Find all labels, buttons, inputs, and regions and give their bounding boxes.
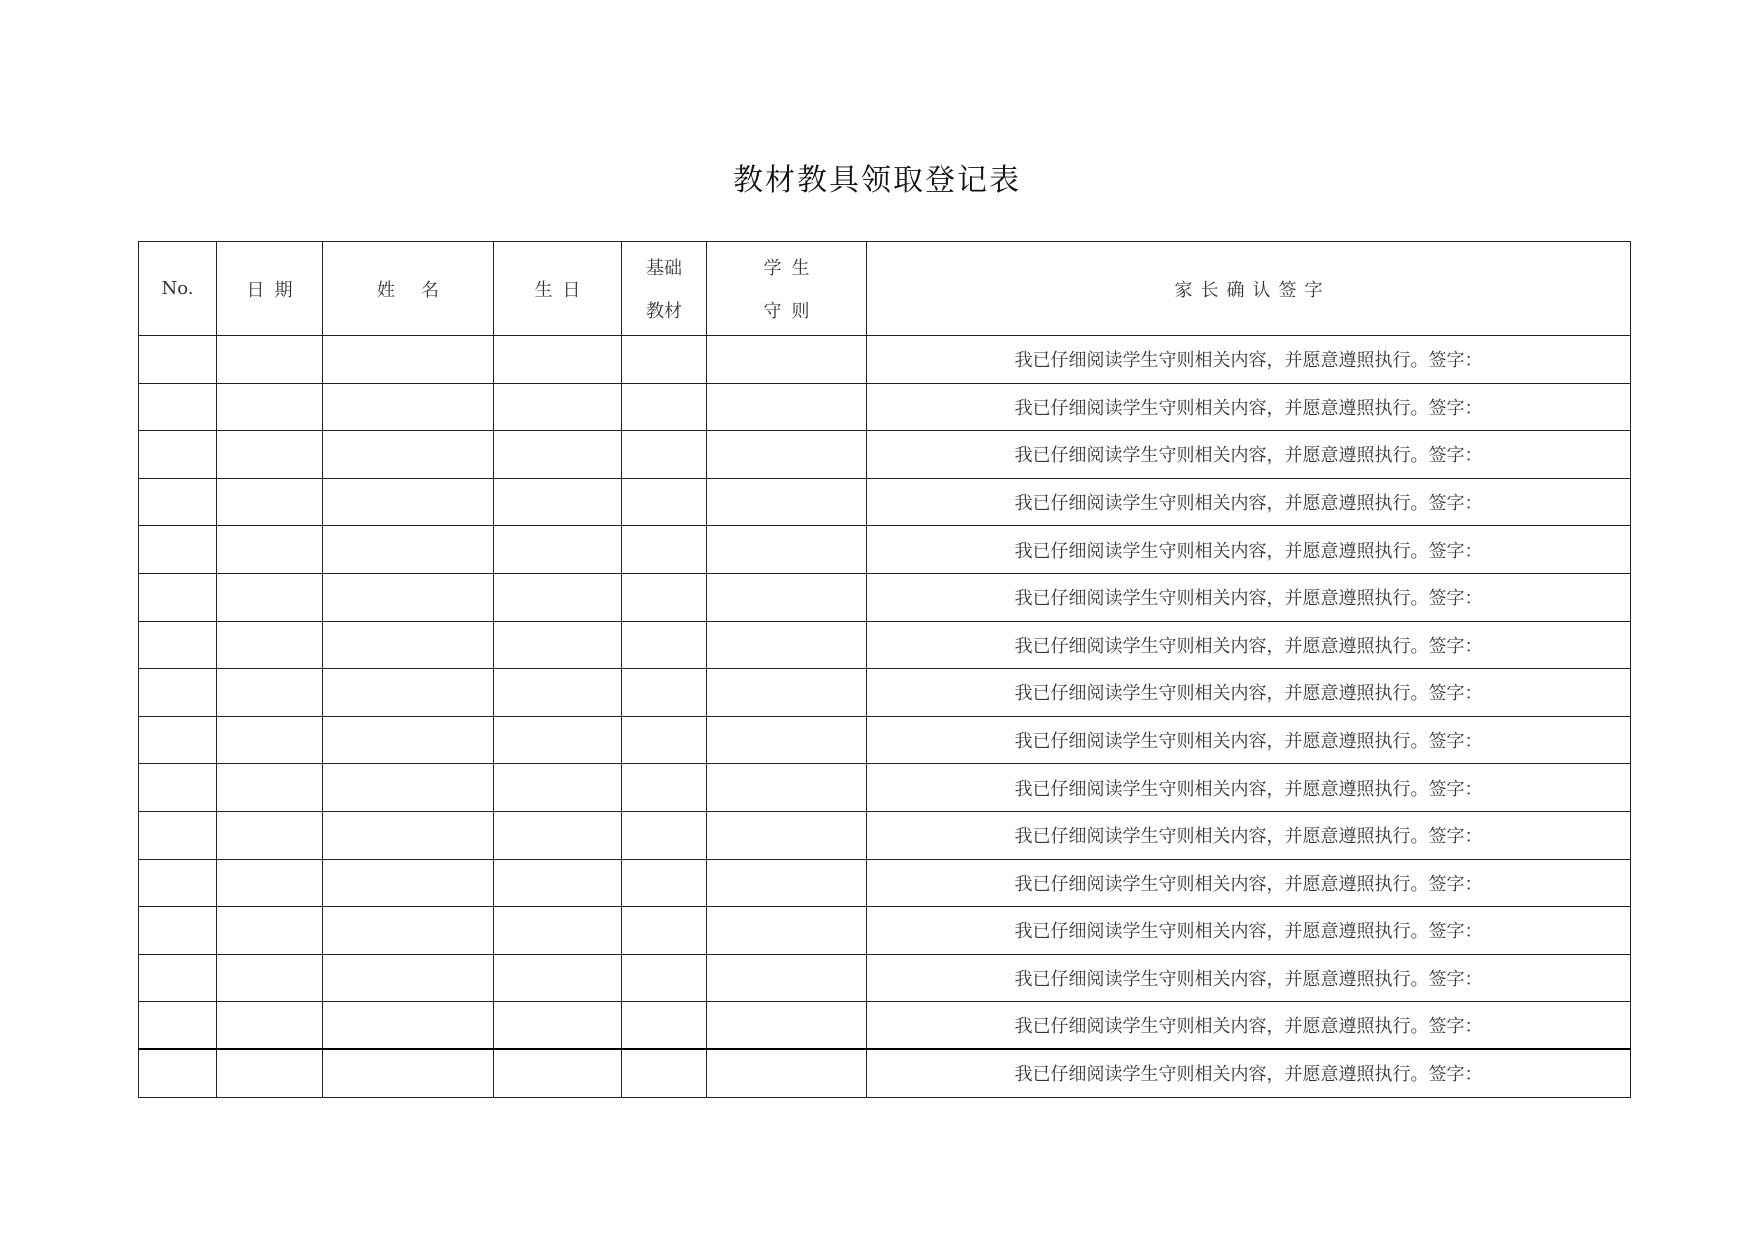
header-birthday: 生日	[494, 242, 622, 336]
table-row	[139, 1002, 1631, 1050]
confirm-statement-cell: 我已仔细阅读学生守则相关内容，并愿意遵照执行。签字：	[867, 336, 1631, 384]
cell-student-rules[interactable]	[707, 383, 867, 431]
cell-birthday[interactable]	[494, 907, 622, 955]
page-title: 教材教具领取登记表	[733, 163, 1021, 198]
cell-birthday[interactable]	[494, 621, 622, 669]
cell-birthday[interactable]	[494, 383, 622, 431]
header-row	[139, 242, 1631, 336]
table-row	[139, 478, 1631, 526]
cell-birthday[interactable]	[494, 716, 622, 764]
cell-date[interactable]	[217, 764, 323, 812]
cell-student-rules[interactable]	[707, 716, 867, 764]
header-name: 姓名	[323, 242, 494, 336]
cell-basic-materials[interactable]	[622, 716, 707, 764]
cell-date[interactable]	[217, 526, 323, 574]
cell-birthday[interactable]	[494, 1049, 622, 1097]
table-row	[139, 907, 1631, 955]
cell-name[interactable]	[323, 431, 494, 479]
confirm-statement-cell: 我已仔细阅读学生守则相关内容，并愿意遵照执行。签字：	[867, 383, 1631, 431]
cell-student-rules[interactable]	[707, 669, 867, 717]
cell-student-rules[interactable]	[707, 621, 867, 669]
table-row	[139, 526, 1631, 574]
cell-no[interactable]	[139, 716, 217, 764]
cell-name[interactable]	[323, 859, 494, 907]
confirm-statement-cell: 我已仔细阅读学生守则相关内容，并愿意遵照执行。签字：	[867, 526, 1631, 574]
cell-basic-materials[interactable]	[622, 907, 707, 955]
cell-student-rules[interactable]	[707, 526, 867, 574]
cell-name[interactable]	[323, 383, 494, 431]
confirm-statement-cell: 我已仔细阅读学生守则相关内容，并愿意遵照执行。签字：	[867, 1049, 1631, 1097]
cell-no[interactable]	[139, 478, 217, 526]
cell-name[interactable]	[323, 907, 494, 955]
cell-date[interactable]	[217, 431, 323, 479]
cell-name[interactable]	[323, 621, 494, 669]
header-date: 日期	[217, 242, 323, 336]
cell-birthday[interactable]	[494, 669, 622, 717]
cell-no[interactable]	[139, 621, 217, 669]
cell-no[interactable]	[139, 1049, 217, 1097]
cell-no[interactable]	[139, 336, 217, 384]
header-no: No.	[139, 242, 217, 336]
cell-date[interactable]	[217, 1002, 323, 1050]
cell-student-rules[interactable]	[707, 764, 867, 812]
cell-basic-materials[interactable]	[622, 621, 707, 669]
registration-table	[138, 241, 1631, 1098]
confirm-statement-cell: 我已仔细阅读学生守则相关内容，并愿意遵照执行。签字：	[867, 478, 1631, 526]
cell-student-rules[interactable]	[707, 907, 867, 955]
cell-date[interactable]	[217, 716, 323, 764]
table-row	[139, 859, 1631, 907]
cell-name[interactable]	[323, 478, 494, 526]
header-student-rules: 学生 守则	[707, 242, 867, 336]
cell-no[interactable]	[139, 764, 217, 812]
table-row	[139, 621, 1631, 669]
table-row	[139, 669, 1631, 717]
cell-birthday[interactable]	[494, 526, 622, 574]
cell-student-rules[interactable]	[707, 1002, 867, 1050]
cell-basic-materials[interactable]	[622, 1002, 707, 1050]
table-row	[139, 383, 1631, 431]
table-row	[139, 573, 1631, 621]
cell-student-rules[interactable]	[707, 811, 867, 859]
cell-date[interactable]	[217, 621, 323, 669]
cell-no[interactable]	[139, 573, 217, 621]
cell-basic-materials[interactable]	[622, 1049, 707, 1097]
confirm-statement-cell: 我已仔细阅读学生守则相关内容，并愿意遵照执行。签字：	[867, 621, 1631, 669]
header-parent-signature: 家长确认签字	[867, 242, 1631, 336]
cell-basic-materials[interactable]	[622, 478, 707, 526]
confirm-statement-cell: 我已仔细阅读学生守则相关内容，并愿意遵照执行。签字：	[867, 431, 1631, 479]
cell-basic-materials[interactable]	[622, 431, 707, 479]
cell-student-rules[interactable]	[707, 573, 867, 621]
cell-date[interactable]	[217, 859, 323, 907]
cell-student-rules[interactable]	[707, 336, 867, 384]
cell-student-rules[interactable]	[707, 1049, 867, 1097]
cell-student-rules[interactable]	[707, 478, 867, 526]
cell-date[interactable]	[217, 954, 323, 1002]
confirm-statement-cell: 我已仔细阅读学生守则相关内容，并愿意遵照执行。签字：	[867, 669, 1631, 717]
cell-basic-materials[interactable]	[622, 573, 707, 621]
cell-date[interactable]	[217, 573, 323, 621]
table-row	[139, 764, 1631, 812]
cell-birthday[interactable]	[494, 811, 622, 859]
cell-birthday[interactable]	[494, 954, 622, 1002]
cell-name[interactable]	[323, 669, 494, 717]
cell-date[interactable]	[217, 669, 323, 717]
cell-basic-materials[interactable]	[622, 383, 707, 431]
cell-birthday[interactable]	[494, 573, 622, 621]
cell-name[interactable]	[323, 526, 494, 574]
cell-no[interactable]	[139, 383, 217, 431]
cell-date[interactable]	[217, 811, 323, 859]
cell-date[interactable]	[217, 336, 323, 384]
cell-no[interactable]	[139, 431, 217, 479]
cell-date[interactable]	[217, 1049, 323, 1097]
cell-student-rules[interactable]	[707, 954, 867, 1002]
cell-no[interactable]	[139, 859, 217, 907]
cell-no[interactable]	[139, 954, 217, 1002]
table-row	[139, 431, 1631, 479]
confirm-statement-cell: 我已仔细阅读学生守则相关内容，并愿意遵照执行。签字：	[867, 716, 1631, 764]
cell-no[interactable]	[139, 1002, 217, 1050]
table-row	[139, 811, 1631, 859]
cell-basic-materials[interactable]	[622, 336, 707, 384]
cell-birthday[interactable]	[494, 764, 622, 812]
cell-birthday[interactable]	[494, 431, 622, 479]
cell-basic-materials[interactable]	[622, 811, 707, 859]
confirm-statement-cell: 我已仔细阅读学生守则相关内容，并愿意遵照执行。签字：	[867, 573, 1631, 621]
cell-no[interactable]	[139, 907, 217, 955]
cell-student-rules[interactable]	[707, 859, 867, 907]
cell-no[interactable]	[139, 811, 217, 859]
confirm-statement-cell: 我已仔细阅读学生守则相关内容，并愿意遵照执行。签字：	[867, 764, 1631, 812]
confirm-statement-cell: 我已仔细阅读学生守则相关内容，并愿意遵照执行。签字：	[867, 1002, 1631, 1050]
cell-name[interactable]	[323, 716, 494, 764]
confirm-statement-cell: 我已仔细阅读学生守则相关内容，并愿意遵照执行。签字：	[867, 811, 1631, 859]
cell-basic-materials[interactable]	[622, 526, 707, 574]
confirm-statement-cell: 我已仔细阅读学生守则相关内容，并愿意遵照执行。签字：	[867, 954, 1631, 1002]
cell-name[interactable]	[323, 336, 494, 384]
cell-no[interactable]	[139, 669, 217, 717]
cell-date[interactable]	[217, 478, 323, 526]
table-row	[139, 1049, 1631, 1097]
table-row	[139, 336, 1631, 384]
cell-basic-materials[interactable]	[622, 954, 707, 1002]
header-basic-materials: 基础 教材	[622, 242, 707, 336]
cell-basic-materials[interactable]	[622, 669, 707, 717]
confirm-statement-cell: 我已仔细阅读学生守则相关内容，并愿意遵照执行。签字：	[867, 859, 1631, 907]
cell-name[interactable]	[323, 811, 494, 859]
cell-birthday[interactable]	[494, 336, 622, 384]
table-row	[139, 716, 1631, 764]
cell-name[interactable]	[323, 954, 494, 1002]
cell-birthday[interactable]	[494, 478, 622, 526]
cell-birthday[interactable]	[494, 859, 622, 907]
confirm-statement-cell: 我已仔细阅读学生守则相关内容，并愿意遵照执行。签字：	[867, 907, 1631, 955]
cell-student-rules[interactable]	[707, 431, 867, 479]
cell-name[interactable]	[323, 1049, 494, 1097]
cell-name[interactable]	[323, 764, 494, 812]
table-row	[139, 954, 1631, 1002]
cell-no[interactable]	[139, 526, 217, 574]
cell-date[interactable]	[217, 907, 323, 955]
cell-basic-materials[interactable]	[622, 764, 707, 812]
cell-name[interactable]	[323, 573, 494, 621]
cell-name[interactable]	[323, 1002, 494, 1050]
cell-birthday[interactable]	[494, 1002, 622, 1050]
cell-basic-materials[interactable]	[622, 859, 707, 907]
cell-date[interactable]	[217, 383, 323, 431]
